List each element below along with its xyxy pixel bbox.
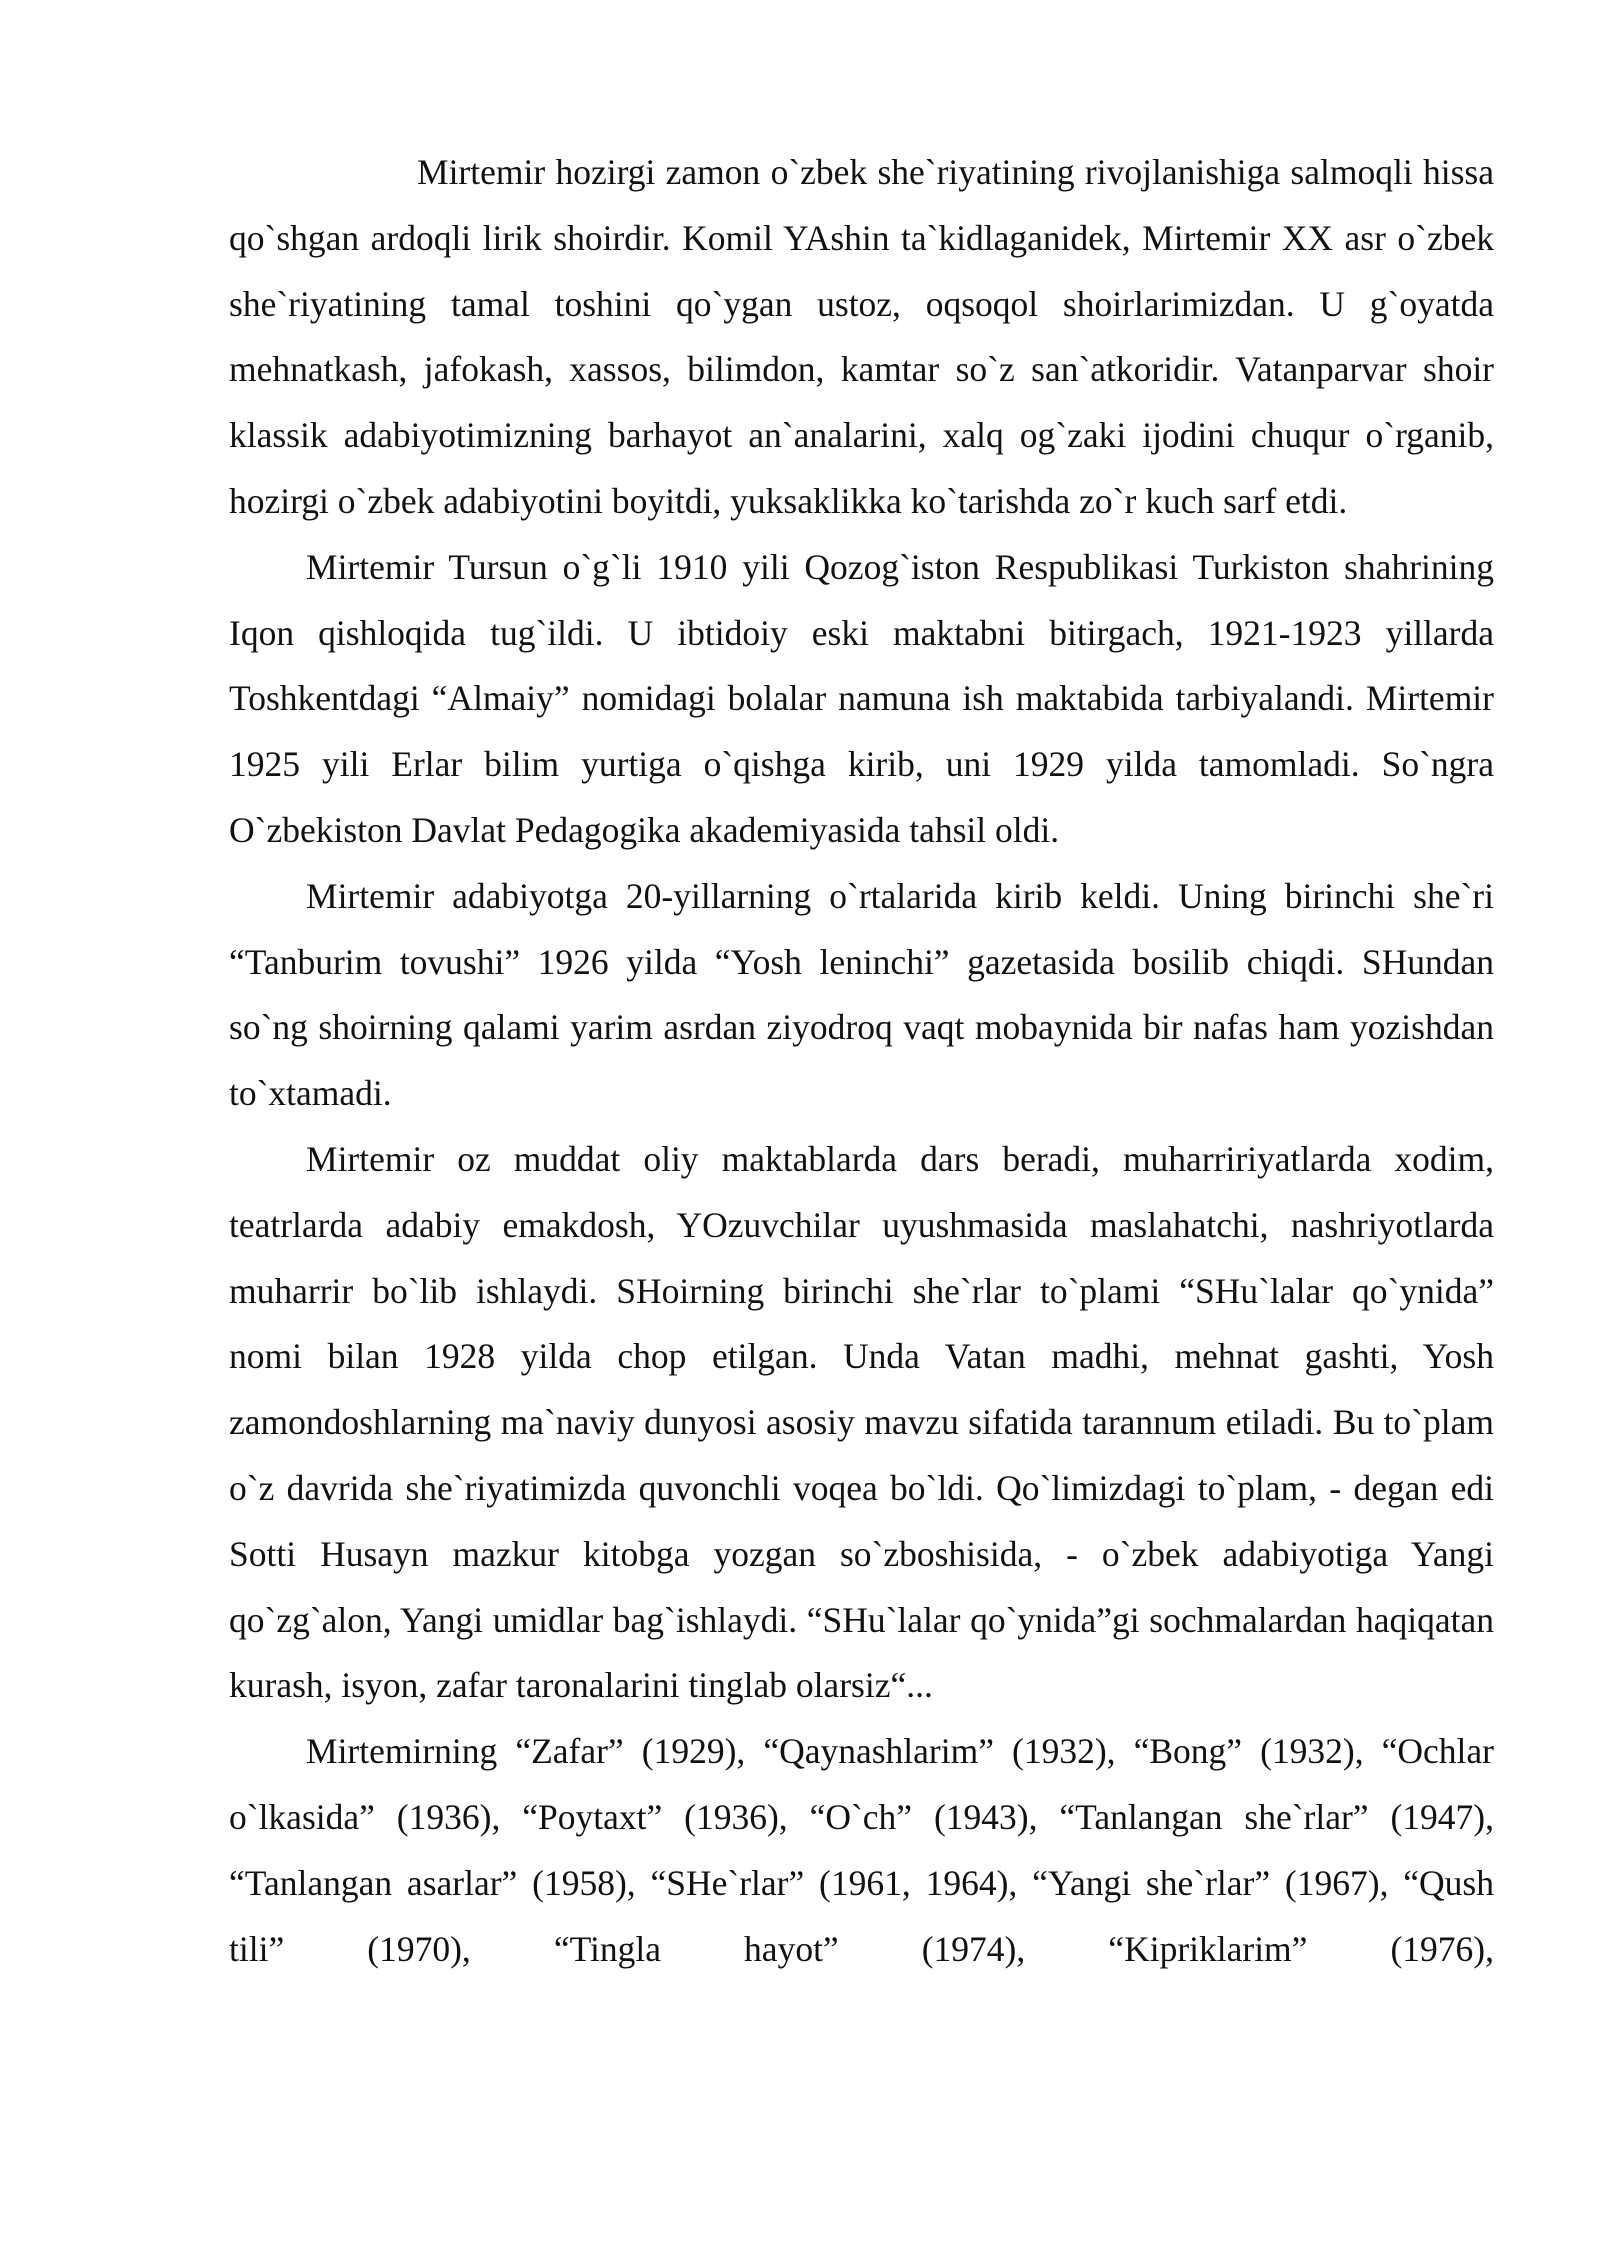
- paragraph-career: Mirtemir oz muddat oliy maktablarda dars beradi, muharririyatlarda xodim, teatrlarda adabiy emakdosh, YOzuvchilar uyushmasida maslahatchi, nashriyotlarda muharrir bo`lib ishlaydi. SHoirning birinchi she`rlar to`plami “SHu`lalar qo`ynida” nomi bilan 1928 yilda chop etilgan. Unda Vatan madhi, mehnat gashti, Yosh zamondoshlarning ma`naviy dunyosi asosiy mavzu sifatida tarannum etiladi. Bu to`plam o`z davrida she`riyatimizda quvonchli voqea bo`ldi. Qo`limizdagi to`plam, - degan edi Sotti Husayn mazkur kitobga yozgan so`zboshisida, - o`zbek adabiyotiga Yangi qo`zg`alon, Yangi umidlar bag`ishlaydi. “SHu`lalar qo`ynida”gi sochmalardan haqiqatan kurash, isyon, zafar taronalarini tinglab olarsiz“...: [229, 1138, 1494, 1706]
- document-page: [229, 140, 1494, 1982]
- paragraph-biography: Mirtemir Tursun o`g`li 1910 yili Qozog`iston Respublikasi Turkiston shahrining Iqon qishloqida tug`ildi. U ibtidoiy eski maktabni bitirgach, 1921-1923 yillarda Toshkentdagi “Almaiy” nomidagi bolalar namuna ish maktabida tarbiyalandi. Mirtemir 1925 yili Erlar bilim yurtiga o`qishga kirib, uni 1929 yilda tamomladi. So`ngra O`zbekiston Davlat Pedagogika akademiyasida tahsil oldi.: [229, 546, 1494, 850]
- paragraph-works: Mirtemirning “Zafar” (1929), “Qaynashlarim” (1932), “Bong” (1932), “Ochlar o`lkasida” (1936), “Poytaxt” (1936), “O`ch” (1943), “Tanlangan she`rlar” (1947), “Tanlangan asarlar” (1958), “SHe`rlar” (1961, 1964), “Yangi she`rlar” (1967), “Qush tili” (1970), “Tingla hayot” (1974), “Kipriklarim” (1976),: [229, 1731, 1494, 1969]
- paragraph-intro: Mirtemir hozirgi zamon o`zbek she`riyatining rivojlanishiga salmoqli hissa qo`shgan ardoqli lirik shoirdir. Komil YAshin ta`kidlaganidek, Mirtemir XX asr o`zbek she`riyatining tamal toshini qo`ygan ustoz, oqsoqol shoirlarimizdan. U g`oyatda mehnatkash, jafokash, xassos, bilimdon, kamtar so`z san`atkoridir. Vatanparvar shoir klassik adabiyotimizning barhayot an`analarini, xalq og`zaki ijodini chuqur o`rganib, hozirgi o`zbek adabiyotini boyitdi, yuksaklikka ko`tarishda zo`r kuch sarf etdi.: [229, 152, 1494, 521]
- paragraph-literary-debut: Mirtemir adabiyotga 20-yillarning o`rtalarida kirib keldi. Uning birinchi she`ri “Tanburim tovushi” 1926 yilda “Yosh leninchi” gazetasida bosilib chiqdi. SHundan so`ng shoirning qalami yarim asrdan ziyodroq vaqt mobaynida bir nafas ham yozishdan to`xtamadi.: [229, 875, 1494, 1114]
